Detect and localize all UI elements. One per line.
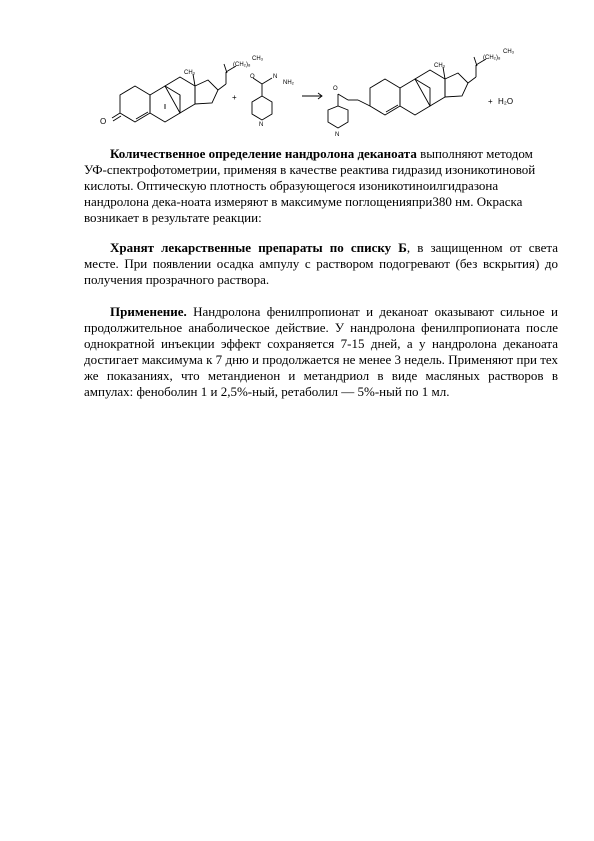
nandrolone-decanoate-structure [112, 64, 236, 122]
isoniazid-structure [252, 78, 272, 120]
ch3-left-label: CH₃ [252, 56, 264, 62]
hydrazone-product-structure [328, 57, 486, 128]
pyridine-n-right-label: N [335, 132, 340, 138]
application-paragraph [84, 304, 558, 400]
ch3-right-label: CH₃ [503, 49, 515, 55]
ch3-ring-left-label: CH₃ [184, 70, 196, 76]
carbonyl-o-label: O [250, 74, 255, 80]
reaction-scheme [90, 40, 540, 152]
hydrazide-nh2-label: NH₂ [283, 80, 294, 86]
plus-sign: + [232, 93, 237, 102]
paragraph-1-text: выполняют методом УФ-спектрофотометрии, применяя в качестве реактива гидразид изоникотиновой кислоты. Оптическую плотность образующегося изоникотиноилгидразона нандролона дека-ноата измеряют в максимуме поглощенияпри380 нм. Окраска возникает в результате реакции: [84, 146, 536, 225]
reaction-arrow [302, 93, 322, 99]
storage-paragraph [84, 240, 558, 288]
reaction-scheme-drawing [90, 40, 540, 152]
ester-chain-left-label: (CH₂)₈ [233, 62, 251, 68]
paragraph-2-text: , в защищенном от света месте. При появлении осадка ампулу с раствором подогревают (без вскрытия) до получения прозрачного раствора. [84, 240, 558, 287]
water-plus-sign: + [488, 97, 493, 106]
ester-chain-right-label: (CH₂)₈ [483, 55, 501, 61]
paragraph-2-heading: Хранят лекарственные препараты по списку Б [110, 240, 407, 255]
pyridine-n-left-label: N [259, 122, 264, 128]
paragraph-1-heading: Количественное определение нандролона деканоата [110, 146, 417, 161]
ch3-ring-right-label: CH₃ [434, 63, 446, 69]
product-carbonyl-o-label: O [333, 86, 338, 92]
water-label: H₂O [498, 97, 514, 106]
paragraph-3-text: Нандролона фенилпропионат и деканоат оказывают сильное и продолжительное анаболическое действие. У нандролона фенилпропионата после однократной инъекции эффект сохраняется 7-15 дней, а у нандролона деканоата достигает максимума к 7 дню и продолжается не менее 3 недель. Применяют при тех же показаниях, что метандиенон и метандриол в виде масляных растворов в ампулах: феноболин 1 и 2,5%-ный, ретаболил — 5%-ный по 1 мл. [84, 304, 558, 399]
paragraph-3-heading: Применение. [110, 304, 187, 319]
ketone-oxygen-label: O [100, 117, 107, 126]
hydrazide-nh-label: N [273, 74, 278, 80]
quantitative-determination-paragraph [84, 146, 558, 226]
